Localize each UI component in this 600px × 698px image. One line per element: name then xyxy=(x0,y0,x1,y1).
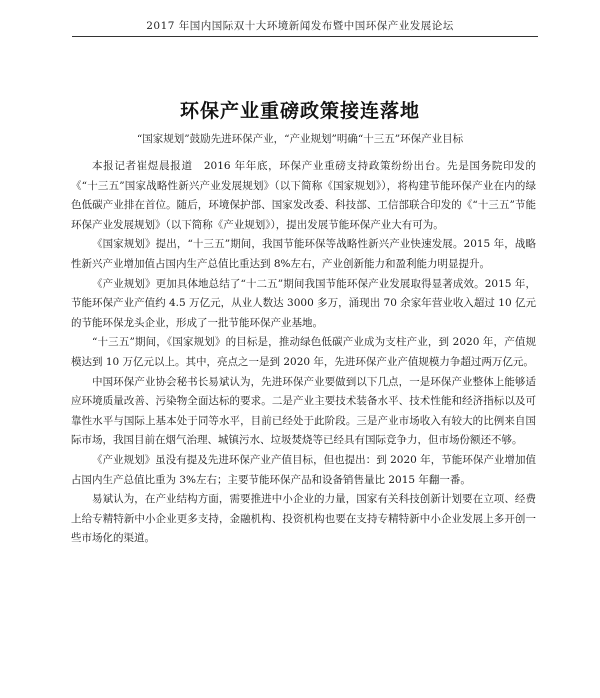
paragraph: 《国家规划》提出，“十三五”期间，我国节能环保等战略性新兴产业快速发展。2015 年，战略性新兴产业增加值占国内生产总值比重达到 8%左右，产业创新能力和盈利能力明显提升。 xyxy=(71,238,536,270)
running-header: 2017 年国内国际双十大环境新闻发布暨中国环保产业发展论坛 xyxy=(146,20,454,32)
paragraph: 本报记者崔煜晨报道 2016 年年底，环保产业重磅支持政策纷纷出台。先是国务院印发的《“十三五”国家战略性新兴产业发展规划》（以下简称《国家规划》），将构建节能环保产业在内的绿色低碳产业排在首位。随后，环境保护部、国家发改委、科技部、工信部联合印发的《“十三五”节能环保产业发展规划》（以下简称《产业规划》），提出发展节能环保产业大有可为。 xyxy=(71,160,536,231)
header-divider xyxy=(72,36,538,37)
paragraph: 中国环保产业协会秘书长易斌认为，先进环保产业要做到以下几点，一是环保产业整体上能够适应环境质量改善、污染物全面达标的要求。二是产业主要技术装备水平、技术性能和经济指标以及可靠性水平与国际上基本处于同等水平，目前已经处于此阶段。三是产业市场收入有较大的比例来自国际市场，我国目前在烟气治理、城镇污水、垃圾焚烧等已经具有国际竞争力，但市场份额还不够。 xyxy=(71,375,536,447)
paragraph: 《产业规划》更加具体地总结了“十二五”期间我国节能环保产业发展取得显著成效。2015 年，节能环保产业产值约 4.5 万亿元，从业人数达 3000 多万，涌现出 70 余家年营业收入超过 10 亿元的节能环保龙头企业，形成了一批节能环保产业基地。 xyxy=(71,277,536,329)
paragraph: “十三五”期间，《国家规划》的目标是，推动绿色低碳产业成为支柱产业，到 2020 年，产值规模达到 10 万亿元以上。其中，亮点之一是到 2020 年，先进环保产业产值规模力争超过两万亿元。 xyxy=(71,336,536,368)
article-body xyxy=(71,157,536,549)
paragraph: 易斌认为，在产业结构方面，需要推进中小企业的力量，国家有关科技创新计划要在立项、经费上给专精特新中小企业更多支持，金融机构、投资机构也要在支持专精特新中小企业发展上多开创一些市场化的渠道。 xyxy=(71,493,536,545)
article-subtitle: “国家规划”鼓励先进环保产业，“产业规划”明确“十三五”环保产业目标 xyxy=(136,133,464,145)
article-title: 环保产业重磅政策接连落地 xyxy=(179,100,420,122)
paragraph: 《产业规划》虽没有提及先进环保产业产值目标，但也提出：到 2020 年，节能环保产业增加值占国内生产总值比重为 3%左右；主要节能环保产品和设备销售量比 2015 年翻一番。 xyxy=(71,453,536,486)
